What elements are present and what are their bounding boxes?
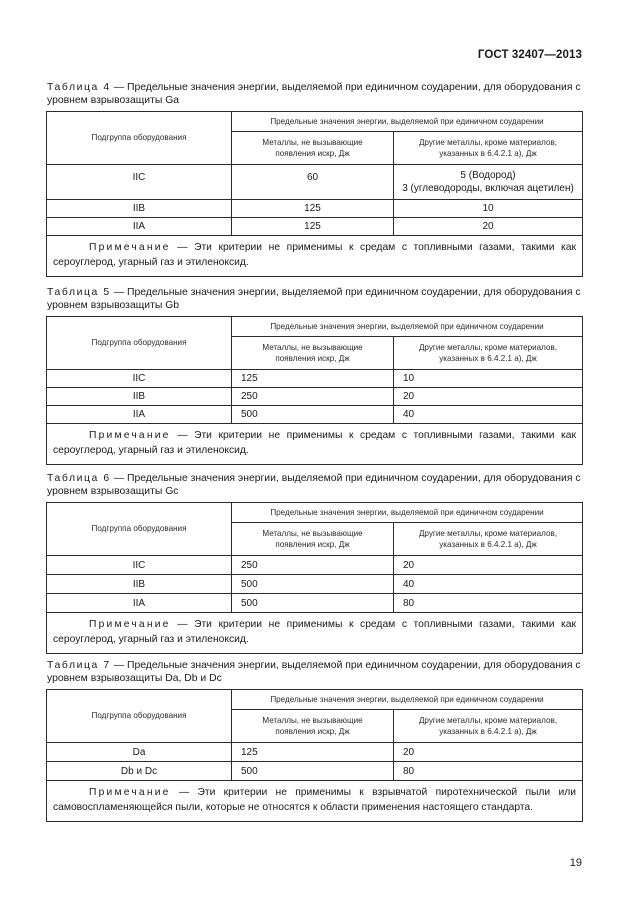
table-caption: Таблица 4 — Предельные значения энергии, выделяемой при единичном соударении, для оборудования с уровнем взрывозащиты Ga (47, 82, 581, 106)
other-metals-header: Другие металлы, кроме материалов, указанных в 6.4.2.1 а), Дж (394, 337, 583, 370)
energy-header: Предельные значения энергии, выделяемой при единичном соударении (232, 317, 583, 337)
energy-table (46, 689, 583, 822)
metals-header: Металлы, не вызывающие появления искр, Дж (232, 523, 394, 556)
group-header: Подгруппа оборудования (47, 112, 232, 165)
energy-table (46, 111, 583, 277)
table-row: IIA 500 40 (47, 406, 583, 424)
table-note: Примечание — Эти критерии не применимы к средам с топливными газами, такими как сероуглерод, угарный газ и этиленоксид. (47, 424, 583, 465)
table-6-block (46, 472, 583, 654)
other-metals-header: Другие металлы, кроме материалов, указанных в 6.4.2.1 а), Дж (394, 132, 583, 165)
other-metals-header: Другие металлы, кроме материалов, указанных в 6.4.2.1 а), Дж (394, 710, 583, 743)
table-5-block (46, 286, 583, 465)
table-row: IIA 500 80 (47, 594, 583, 613)
other-metals-header: Другие металлы, кроме материалов, указанных в 6.4.2.1 а), Дж (394, 523, 583, 556)
table-row: IIC 125 10 (47, 370, 583, 388)
table-caption: Таблица 6 — Предельные значения энергии, выделяемой при единичном соударении, для оборудования с уровнем взрывозащиты Gc (47, 473, 581, 497)
table-row: IIB 250 20 (47, 388, 583, 406)
metals-header: Металлы, не вызывающие появления искр, Дж (232, 132, 394, 165)
table-caption: Таблица 5 — Предельные значения энергии, выделяемой при единичном соударении, для оборудования с уровнем взрывозащиты Gb (47, 287, 581, 311)
standard-number: ГОСТ 32407—2013 (477, 49, 582, 61)
table-row: IIC 60 5 (Водород) 3 (углеводороды, включая ацетилен) (47, 165, 583, 200)
table-note: Примечание — Эти критерии не применимы к средам с топливными газами, такими как сероуглерод, угарный газ и этиленоксид. (47, 236, 583, 277)
group-header: Подгруппа оборудования (47, 317, 232, 370)
group-header: Подгруппа оборудования (47, 503, 232, 556)
energy-table (46, 316, 583, 465)
table-note: Примечание — Эти критерии не применимы к средам с топливными газами, такими как сероуглерод, угарный газ и этиленоксид. (47, 613, 583, 654)
energy-header: Предельные значения энергии, выделяемой при единичном соударении (232, 690, 583, 710)
group-header: Подгруппа оборудования (47, 690, 232, 743)
table-7-block (46, 659, 583, 822)
table-note: Примечание — Эти критерии не применимы к взрывчатой пиротехнической пыли или самовоспламеняющейся пыли, которые не относятся к области применения настоящего стандарта. (47, 781, 583, 822)
table-row: IIB 500 40 (47, 575, 583, 594)
table-row: IIA 125 20 (47, 218, 583, 236)
table-row: IIB 125 10 (47, 200, 583, 218)
metals-header: Металлы, не вызывающие появления искр, Дж (232, 710, 394, 743)
table-4-block (46, 81, 583, 277)
table-row: Da 125 20 (47, 743, 583, 762)
energy-table (46, 502, 583, 654)
energy-header: Предельные значения энергии, выделяемой при единичном соударении (232, 112, 583, 132)
table-row: Db и Dc 500 80 (47, 762, 583, 781)
table-row: IIC 250 20 (47, 556, 583, 575)
metals-header: Металлы, не вызывающие появления искр, Дж (232, 337, 394, 370)
energy-header: Предельные значения энергии, выделяемой при единичном соударении (232, 503, 583, 523)
table-caption: Таблица 7 — Предельные значения энергии, выделяемой при единичном соударении, для оборудования с уровнем взрывозащиты Da, Db и Dc (47, 660, 581, 684)
page-number: 19 (569, 857, 582, 869)
